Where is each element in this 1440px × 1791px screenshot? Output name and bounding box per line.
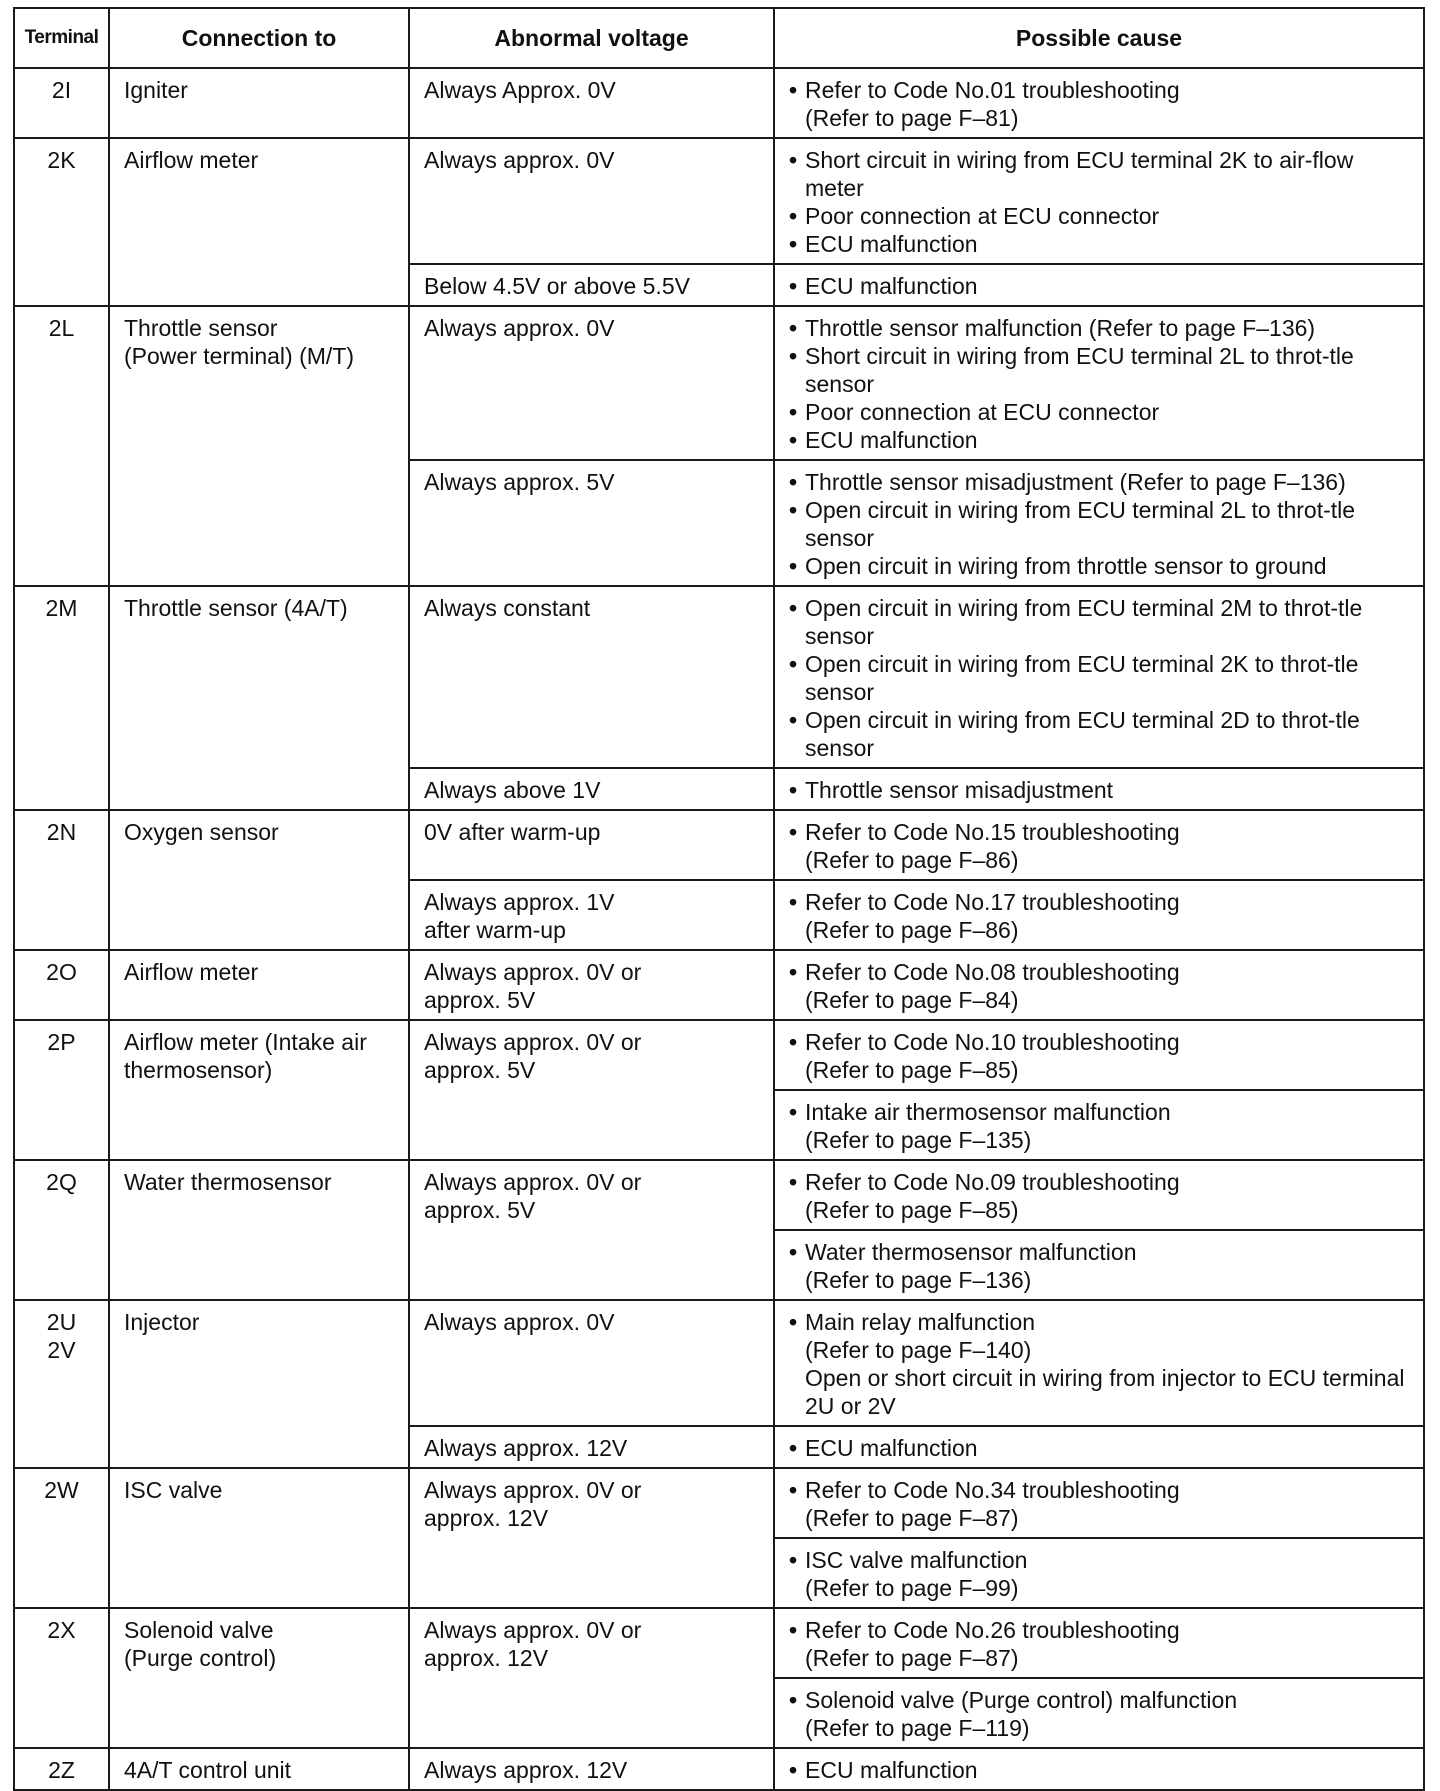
table-row	[14, 1020, 1424, 1090]
cause-text: Open circuit in wiring from ECU terminal 2K to throt-tle sensor	[805, 651, 1359, 705]
bullet-icon: •	[789, 1617, 798, 1643]
bullet-icon: •	[789, 427, 798, 453]
connection-text: Igniter	[124, 77, 188, 103]
bullet-icon: •	[789, 777, 798, 803]
voltage-text: Always approx. 0V	[424, 1309, 615, 1335]
bullet-icon: •	[789, 203, 798, 229]
cause-text: Solenoid valve (Purge control) malfunction	[805, 1687, 1238, 1713]
voltage-cell	[409, 138, 774, 264]
terminal-cell	[14, 1160, 109, 1300]
cause-text: Refer to Code No.15 troubleshooting	[805, 819, 1180, 845]
terminal-id: 2W	[44, 1477, 79, 1503]
cause-cell	[774, 1468, 1424, 1538]
bullet-icon: •	[789, 273, 798, 299]
voltage-cell	[409, 68, 774, 138]
terminal-cell	[14, 1020, 109, 1160]
voltage-cell	[409, 306, 774, 460]
cause-item	[789, 818, 1413, 846]
cause-text: Refer to Code No.09 troubleshooting	[805, 1169, 1180, 1195]
cause-item	[789, 888, 1413, 916]
bullet-icon: •	[789, 315, 798, 341]
cause-cell	[774, 880, 1424, 950]
voltage-cell	[409, 768, 774, 810]
voltage-text: approx. 5V	[424, 1057, 536, 1083]
cause-text: Intake air thermosensor malfunction	[805, 1099, 1171, 1125]
table-row	[14, 1300, 1424, 1426]
cause-item	[789, 76, 1413, 104]
terminal-cell	[14, 1748, 109, 1790]
bullet-icon: •	[789, 819, 798, 845]
cause-cell	[774, 460, 1424, 586]
cause-text: Water thermosensor malfunction	[805, 1239, 1137, 1265]
cause-item	[789, 202, 1413, 230]
connection-text: ISC valve	[124, 1477, 223, 1503]
cause-item	[789, 426, 1413, 454]
cause-cell	[774, 1748, 1424, 1790]
terminal-cell	[14, 810, 109, 950]
voltage-text: approx. 12V	[424, 1505, 549, 1531]
connection-cell	[109, 1608, 409, 1748]
bullet-icon: •	[789, 1477, 798, 1503]
connection-text: Airflow meter	[124, 959, 259, 985]
cause-item	[789, 776, 1413, 804]
connection-text: Solenoid valve	[124, 1617, 274, 1643]
table-row	[14, 1748, 1424, 1790]
terminal-id: 2L	[48, 315, 75, 341]
voltage-cell	[409, 950, 774, 1020]
connection-text: Airflow meter (Intake air thermosensor)	[124, 1029, 367, 1083]
connection-cell	[109, 306, 409, 586]
cause-cell	[774, 1230, 1424, 1300]
ecu-terminal-voltage-table	[13, 7, 1423, 1783]
table-header	[14, 8, 1424, 68]
cause-text: Short circuit in wiring from ECU terminal 2L to throt-tle sensor	[805, 343, 1354, 397]
cause-text: Refer to Code No.10 troubleshooting	[805, 1029, 1180, 1055]
voltage-cell	[409, 586, 774, 768]
connection-cell	[109, 950, 409, 1020]
voltage-cell	[409, 1020, 774, 1160]
bullet-icon: •	[789, 231, 798, 257]
cause-continuation: Open or short circuit in wiring from injector to ECU terminal 2U or 2V	[805, 1365, 1405, 1419]
terminal-cell	[14, 586, 109, 810]
cause-continuation: (Refer to page F–81)	[805, 105, 1019, 131]
cause-cell	[774, 1678, 1424, 1748]
bullet-icon: •	[789, 553, 798, 579]
connection-cell	[109, 1020, 409, 1160]
cause-item	[789, 1308, 1413, 1336]
terminal-cell	[14, 1300, 109, 1468]
cause-text: Poor connection at ECU connector	[805, 203, 1160, 229]
cause-text: ECU malfunction	[805, 1435, 978, 1461]
terminal-cell	[14, 138, 109, 306]
voltage-text: Below 4.5V or above 5.5V	[424, 273, 690, 299]
connection-cell	[109, 138, 409, 306]
terminal-cell	[14, 1468, 109, 1608]
cause-text: Short circuit in wiring from ECU terminal 2K to air-flow meter	[805, 147, 1354, 201]
bullet-icon: •	[789, 1309, 798, 1335]
table-row	[14, 950, 1424, 1020]
bullet-icon: •	[789, 1169, 798, 1195]
cause-item	[789, 146, 1413, 202]
terminal-id: 2P	[47, 1029, 76, 1055]
cause-cell	[774, 1020, 1424, 1090]
table-row	[14, 1160, 1424, 1230]
voltage-cell	[409, 1426, 774, 1468]
cause-cell	[774, 138, 1424, 264]
cause-continuation: (Refer to page F–86)	[805, 917, 1019, 943]
voltage-text: Always approx. 12V	[424, 1757, 628, 1783]
bullet-icon: •	[789, 1687, 798, 1713]
header-cause: Possible cause	[774, 8, 1424, 68]
voltage-text: Always constant	[424, 595, 591, 621]
voltage-text: Always approx. 0V or	[424, 1029, 642, 1055]
cause-continuation: (Refer to page F–86)	[805, 847, 1019, 873]
cause-cell	[774, 810, 1424, 880]
voltage-text: Always approx. 0V or	[424, 1169, 642, 1195]
connection-cell	[109, 586, 409, 810]
voltage-text: Always approx. 0V	[424, 315, 615, 341]
terminal-cell	[14, 1608, 109, 1748]
table-row	[14, 586, 1424, 768]
cause-continuation: (Refer to page F–135)	[805, 1127, 1032, 1153]
connection-cell	[109, 1748, 409, 1790]
voltage-text: Always approx. 0V or	[424, 959, 642, 985]
table-row	[14, 810, 1424, 880]
cause-text: ECU malfunction	[805, 1757, 978, 1783]
voltage-text: 0V after warm-up	[424, 819, 601, 845]
voltage-text: Always Approx. 0V	[424, 77, 616, 103]
connection-text: Water thermosensor	[124, 1169, 332, 1195]
cause-item	[789, 468, 1413, 496]
voltage-text: Always approx. 12V	[424, 1435, 628, 1461]
cause-text: Refer to Code No.26 troubleshooting	[805, 1617, 1180, 1643]
cause-item	[789, 958, 1413, 986]
bullet-icon: •	[789, 399, 798, 425]
voltage-cell	[409, 1468, 774, 1608]
cause-item	[789, 1756, 1413, 1784]
cause-text: Open circuit in wiring from ECU terminal 2L to throt-tle sensor	[805, 497, 1356, 551]
cause-item	[789, 1238, 1413, 1266]
voltage-text: approx. 12V	[424, 1645, 549, 1671]
bullet-icon: •	[789, 707, 798, 733]
voltage-text: Always approx. 0V	[424, 147, 615, 173]
cause-continuation: (Refer to page F–140)	[805, 1337, 1032, 1363]
cause-item	[789, 1476, 1413, 1504]
bullet-icon: •	[789, 1435, 798, 1461]
connection-text: 4A/T control unit	[124, 1757, 292, 1783]
terminal-id: 2O	[46, 959, 77, 985]
bullet-icon: •	[789, 595, 798, 621]
cause-item	[789, 1616, 1413, 1644]
cause-item	[789, 1098, 1413, 1126]
cause-item	[789, 272, 1413, 300]
terminal-id: 2Q	[46, 1169, 77, 1195]
terminal-id: 2I	[51, 77, 72, 103]
bullet-icon: •	[789, 1757, 798, 1783]
cause-text: Open circuit in wiring from ECU terminal 2D to throt-tle sensor	[805, 707, 1360, 761]
voltage-text: Always approx. 5V	[424, 469, 615, 495]
voltage-text: after warm-up	[424, 917, 566, 943]
cause-text: Refer to Code No.08 troubleshooting	[805, 959, 1180, 985]
terminal-id: 2U	[46, 1309, 77, 1335]
voltage-text: Always approx. 0V or	[424, 1617, 642, 1643]
cause-continuation: (Refer to page F–84)	[805, 987, 1019, 1013]
bullet-icon: •	[789, 1547, 798, 1573]
cause-text: ECU malfunction	[805, 231, 978, 257]
cause-item	[789, 230, 1413, 258]
cause-item	[789, 1168, 1413, 1196]
table-row	[14, 306, 1424, 460]
cause-text: Poor connection at ECU connector	[805, 399, 1160, 425]
cause-continuation: (Refer to page F–87)	[805, 1645, 1019, 1671]
voltage-cell	[409, 810, 774, 880]
voltage-text: Always approx. 0V or	[424, 1477, 642, 1503]
terminal-id: 2X	[47, 1617, 76, 1643]
connection-text: (Power terminal) (M/T)	[124, 343, 355, 369]
voltage-table	[13, 7, 1425, 1791]
cause-item	[789, 594, 1413, 650]
cause-continuation: (Refer to page F–85)	[805, 1197, 1019, 1223]
cause-cell	[774, 1160, 1424, 1230]
cause-text: Main relay malfunction	[805, 1309, 1036, 1335]
voltage-cell	[409, 1300, 774, 1426]
connection-text: Airflow meter	[124, 147, 259, 173]
connection-cell	[109, 1160, 409, 1300]
bullet-icon: •	[789, 889, 798, 915]
cause-item	[789, 496, 1413, 552]
cause-text: Open circuit in wiring from throttle sensor to ground	[805, 553, 1327, 579]
cause-continuation: (Refer to page F–87)	[805, 1505, 1019, 1531]
terminal-id: 2V	[47, 1337, 76, 1363]
header-connection: Connection to	[109, 8, 409, 68]
connection-text: Oxygen sensor	[124, 819, 279, 845]
bullet-icon: •	[789, 469, 798, 495]
terminal-id: 2M	[45, 595, 78, 621]
cause-item	[789, 1686, 1413, 1714]
connection-cell	[109, 1468, 409, 1608]
table-row	[14, 1468, 1424, 1538]
cause-text: Throttle sensor misadjustment (Refer to page F–136)	[805, 469, 1346, 495]
bullet-icon: •	[789, 1239, 798, 1265]
cause-cell	[774, 1608, 1424, 1678]
cause-text: ISC valve malfunction	[805, 1547, 1028, 1573]
cause-cell	[774, 1300, 1424, 1426]
cause-cell	[774, 264, 1424, 306]
terminal-cell	[14, 306, 109, 586]
cause-text: Refer to Code No.17 troubleshooting	[805, 889, 1180, 915]
cause-continuation: (Refer to page F–119)	[805, 1715, 1030, 1741]
cause-cell	[774, 1090, 1424, 1160]
terminal-cell	[14, 68, 109, 138]
connection-text: Throttle sensor	[124, 315, 278, 341]
connection-cell	[109, 810, 409, 950]
connection-cell	[109, 1300, 409, 1468]
cause-text: ECU malfunction	[805, 427, 978, 453]
cause-text: Throttle sensor misadjustment	[805, 777, 1114, 803]
voltage-cell	[409, 264, 774, 306]
cause-item	[789, 314, 1413, 342]
voltage-text: approx. 5V	[424, 987, 536, 1013]
cause-cell	[774, 1426, 1424, 1468]
cause-cell	[774, 306, 1424, 460]
voltage-cell	[409, 1748, 774, 1790]
header-row	[14, 8, 1424, 68]
cause-cell	[774, 950, 1424, 1020]
cause-item	[789, 1546, 1413, 1574]
bullet-icon: •	[789, 959, 798, 985]
bullet-icon: •	[789, 147, 798, 173]
terminal-id: 2K	[47, 147, 76, 173]
bullet-icon: •	[789, 1099, 798, 1125]
bullet-icon: •	[789, 1029, 798, 1055]
header-terminal: Terminal	[14, 8, 109, 68]
voltage-cell	[409, 1160, 774, 1300]
cause-item	[789, 706, 1413, 762]
cause-item	[789, 342, 1413, 398]
cause-continuation: (Refer to page F–136)	[805, 1267, 1032, 1293]
bullet-icon: •	[789, 497, 798, 523]
connection-text: (Purge control)	[124, 1645, 277, 1671]
cause-item	[789, 1028, 1413, 1056]
cause-text: ECU malfunction	[805, 273, 978, 299]
cause-cell	[774, 68, 1424, 138]
table-row	[14, 1608, 1424, 1678]
header-voltage: Abnormal voltage	[409, 8, 774, 68]
table-row	[14, 68, 1424, 138]
cause-item	[789, 552, 1413, 580]
cause-cell	[774, 1538, 1424, 1608]
table-body	[14, 68, 1424, 1790]
cause-cell	[774, 768, 1424, 810]
connection-text: Injector	[124, 1309, 200, 1335]
voltage-text: Always above 1V	[424, 777, 601, 803]
voltage-text: approx. 5V	[424, 1197, 536, 1223]
terminal-id: 2N	[46, 819, 77, 845]
connection-cell	[109, 68, 409, 138]
cause-text: Open circuit in wiring from ECU terminal 2M to throt-tle sensor	[805, 595, 1363, 649]
voltage-text: Always approx. 1V	[424, 889, 615, 915]
cause-text: Throttle sensor malfunction (Refer to page F–136)	[805, 315, 1316, 341]
terminal-id: 2Z	[48, 1757, 75, 1783]
cause-text: Refer to Code No.01 troubleshooting	[805, 77, 1180, 103]
cause-continuation: (Refer to page F–99)	[805, 1575, 1019, 1601]
bullet-icon: •	[789, 77, 798, 103]
bullet-icon: •	[789, 343, 798, 369]
cause-item	[789, 650, 1413, 706]
cause-item	[789, 1434, 1413, 1462]
cause-continuation: (Refer to page F–85)	[805, 1057, 1019, 1083]
bullet-icon: •	[789, 651, 798, 677]
voltage-cell	[409, 460, 774, 586]
voltage-cell	[409, 1608, 774, 1748]
cause-item	[789, 398, 1413, 426]
voltage-cell	[409, 880, 774, 950]
cause-text: Refer to Code No.34 troubleshooting	[805, 1477, 1180, 1503]
terminal-cell	[14, 950, 109, 1020]
cause-cell	[774, 586, 1424, 768]
table-row	[14, 138, 1424, 264]
connection-text: Throttle sensor (4A/T)	[124, 595, 348, 621]
